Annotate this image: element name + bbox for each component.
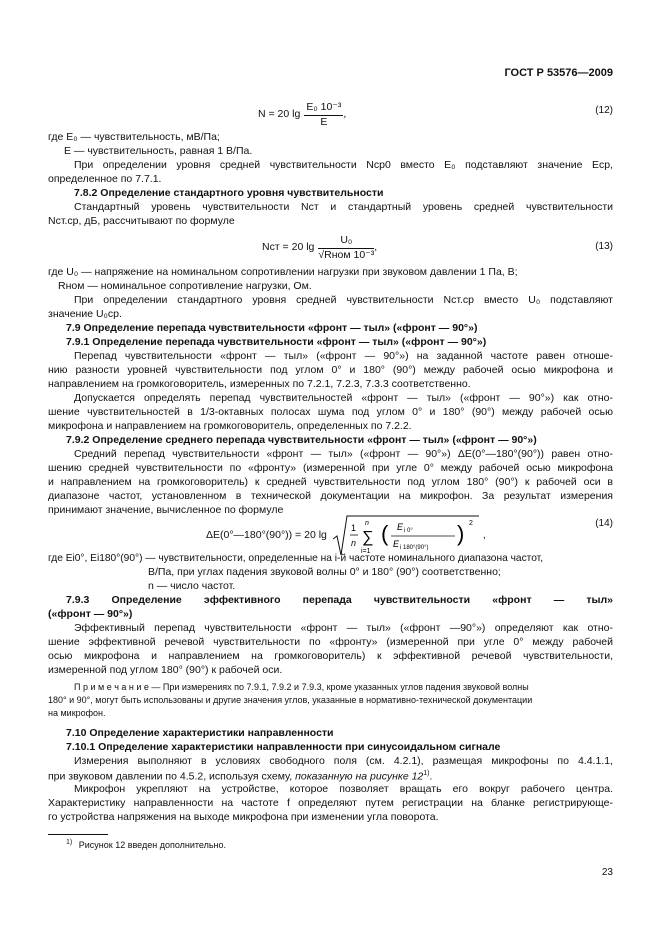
where-e-line: E — чувствительность, равная 1 В/Па. (64, 145, 253, 157)
eq14-exponent: 2 (468, 520, 473, 527)
section-7-9-heading: 7.9 Определение перепада чувствительности «фронт — тыл» («фронт — 90°») (66, 322, 478, 334)
where-n-line: n — число частот. (148, 580, 236, 592)
footnote-text: Рисунок 12 введен дополнительно. (78, 840, 227, 850)
text-line: го устройства напряжения на выходе микрофона при изменении угла поворота. (48, 811, 439, 823)
eq13-tail: , (374, 241, 378, 254)
eq14-left-paren: ( (380, 521, 389, 546)
text-line: осью микрофона и направлением на громкоговоритель) к эффективной речевой чувствительности, (48, 650, 613, 662)
eq14-sigma: ∑ (361, 529, 374, 546)
where-ei-line: где Ei0°, Ei180°(90°) — чувствительности, определенные на i-й частоте номинального диапазона частот, (48, 553, 544, 564)
equation-13 (262, 232, 377, 264)
text-line: определенное по 7.7.1. (48, 173, 162, 185)
text-line: шение эффективной речевой чувствительности по «фронту» (измеренной при угле 0° между рабочей (48, 636, 613, 648)
footnote-divider (48, 834, 108, 835)
text-line: Измерения выполняют в условиях свободного поля (см. 4.2.1), размещая микрофоны по 4.4.1.1, (74, 755, 613, 767)
document-standard-header: ГОСТ Р 53576—2009 (504, 67, 613, 79)
section-7-9-3-heading: 7.9.3 Определение эффективного перепада чувствительности «фронт — тыл» (66, 594, 613, 606)
section-7-10-heading: 7.10 Определение характеристики направленности (66, 727, 334, 739)
section-7-8-2-heading: 7.8.2 Определение стандартного уровня чувствительности (74, 187, 384, 199)
note-text: — При измерениях по 7.9.1, 7.9.2 и 7.9.3, кроме указанных углов падения звуковой волны (148, 682, 529, 692)
section-7-9-3-heading-cont: («фронт — 90°») (48, 608, 133, 620)
text-line: шению средней чувствительности по «фронту» (измеренной при угле 0° между рабочей осью микрофона (48, 462, 613, 474)
eq13-denominator: √Rном 10⁻³ (318, 248, 375, 261)
text-line: Стандартный уровень чувствительности Nст и стандартный уровень средней чувствительности (74, 201, 613, 213)
eq12-lhs: N = 20 lg (258, 108, 301, 121)
footnote-mark: 1) (66, 839, 73, 846)
eq14-numerator-sub: i 0° (403, 528, 413, 534)
eq13-lhs: Nст = 20 lg (262, 241, 315, 254)
eq14-tail: , (482, 529, 486, 542)
eq12-denominator: E (320, 115, 328, 128)
text-line: Микрофон укрепляют на устройстве, которое позволяет вращать его вокруг рабочего центра. (74, 783, 613, 795)
eq14-right-paren: ) (456, 521, 465, 546)
eq14-sum-upper: n (364, 520, 369, 527)
text-line: Средний перепад чувствительности «фронт — тыл» («фронт — 90°») ΔE(0°—180°(90°)) равен отно- (74, 448, 613, 460)
text-line: При определении уровня средней чувствительности Nср0 вместо E₀ подставляют значение Eср, (74, 159, 613, 171)
text-span: при звуковом давлении по 4.5.2, используя схему, (48, 770, 296, 783)
eq14-sum-lower: i=1 (360, 548, 371, 555)
eq13-number: (13) (595, 241, 613, 252)
text-line: Nст.ср, дБ, рассчитывают по формуле (48, 215, 235, 227)
text-span: . (429, 770, 433, 783)
eq12-fraction (304, 101, 343, 129)
page-number: 23 (601, 867, 613, 878)
where-u0-line: где U₀ — напряжение на номинальном сопротивлении нагрузки при звуковом давлении 1 Па, В; (48, 266, 518, 278)
eq14-one: 1 (350, 523, 356, 533)
text-line: нию разности уровней чувствительности под углом 0° и 180° (90°) между рабочей осью микрофона и (48, 364, 613, 376)
section-7-10-1-heading: 7.10.1 Определение характеристики направленности при синусоидальном сигнале (66, 741, 501, 753)
section-7-9-2-heading: 7.9.2 Определение среднего перепада чувствительности «фронт — тыл» («фронт — 90°») (66, 434, 537, 446)
eq12-numerator: E₀ 10⁻³ (304, 101, 343, 116)
text-line: диапазоне частот, установленном в технической документации на микрофон. За результат измерения (48, 490, 613, 502)
note-label: П р и м е ч а н и е (74, 682, 149, 692)
text-line: принимают значение, вычисленное по формуле (48, 504, 284, 516)
text-line: измеренной под углом 180° (90°) к рабочей оси. (48, 664, 283, 676)
eq12-number: (12) (595, 105, 613, 116)
note-line-3: на микрофон. (48, 708, 106, 718)
footnote-ref: 1) (423, 770, 430, 777)
equation-12 (258, 100, 346, 130)
text-line: При определении стандартного уровня средней чувствительности Nст.ср вместо U₀ подставляют (74, 294, 613, 306)
note-line-2: 180° и 90°, могут быть использованы и другие значения углов, указанные в нормативно-технической документации (48, 695, 533, 705)
eq14-number: (14) (595, 518, 613, 529)
text-line: Характеристику направленности на частоте f определяют путем регистрации на бланке регистрирующе- (48, 797, 613, 809)
text-line: Перепад чувствительности «фронт — тыл» («фронт — 90°») на заданной частоте равен отноше- (74, 350, 613, 362)
where-rnom-line: Rном — номинальное сопротивление нагрузки, Ом. (58, 280, 312, 292)
eq14-n: n (350, 538, 356, 548)
eq13-numerator: U₀ (318, 234, 374, 249)
text-line: Эффективный перепад чувствительности «фронт — тыл» («фронт —90°») определяют как отно- (74, 622, 613, 634)
eq12-tail: , (343, 108, 347, 121)
text-line: В/Па, при углах падения звуковой волны 0° и 180° (90°) соответственно; (148, 566, 501, 578)
text-line: шение чувствительностей в 1/3-октавных полосах шума под углом 0° и 180° (90°) между рабочей осью (48, 406, 613, 418)
note-line-1 (74, 682, 613, 694)
text-line: направлением на громкоговоритель, измеренных по 7.2.1, 7.2.3, 7.3.3 соответственно. (48, 378, 471, 390)
section-7-9-1-heading: 7.9.1 Определение перепада чувствительности «фронт — тыл» («фронт — 90°») (66, 336, 487, 348)
eq13-fraction (318, 234, 374, 262)
text-line: значение U₀ср. (48, 308, 122, 320)
figure-12-reference: показанную на рисунке 12 (295, 770, 424, 783)
eq14-denominator-e: E (392, 539, 399, 549)
eq14-denominator-sub: i 180°(90°) (399, 545, 429, 551)
text-line: и направлением на громкоговоритель) к средней чувствительности под углом 180° (90°) к рабочей оси в (48, 476, 613, 488)
footnote (66, 838, 226, 852)
where-e0-line: где E₀ — чувствительность, мВ/Па; (48, 131, 220, 143)
eq14-numerator-e: E (396, 522, 403, 532)
text-line: микрофона и направлением на громкоговоритель, определенных по 7.2.2. (48, 420, 412, 432)
text-line: Допускается определять перепад чувствительностей «фронт — тыл» («фронт — 90°») как отно- (74, 392, 613, 404)
eq14-lhs: ΔE(0°—180°(90°)) = 20 lg (206, 529, 327, 542)
text-line-figure-ref (48, 769, 613, 784)
